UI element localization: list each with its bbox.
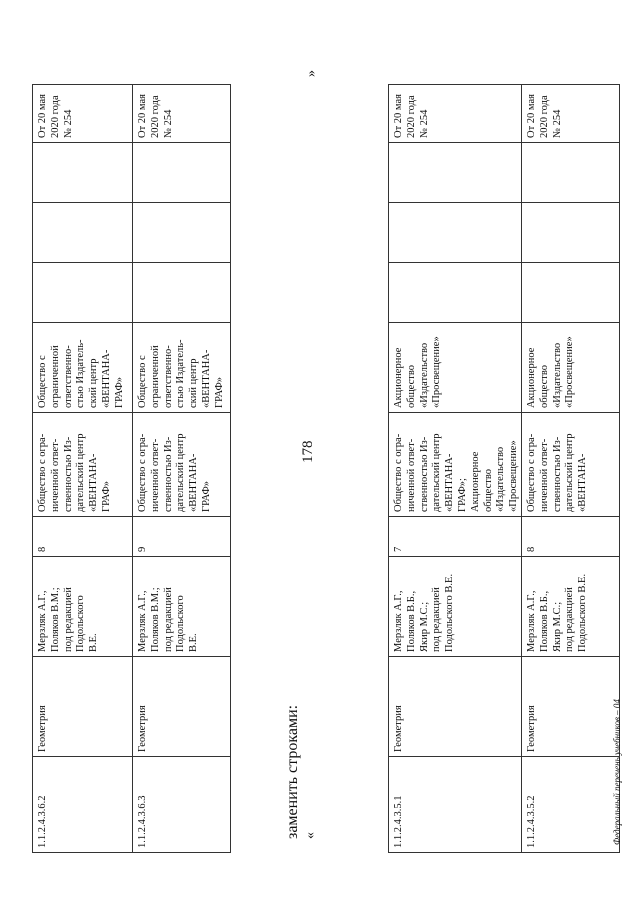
subject-cell: Геометрия: [133, 657, 231, 757]
subject-cell: Геометрия: [389, 657, 522, 757]
order-cell: От 20 мая 2020 года № 254: [133, 85, 231, 143]
order-cell: От 20 мая 2020 года № 254: [521, 85, 619, 143]
developer-cell: Акционерное общество «Издательство «Просвещение»: [389, 323, 522, 413]
code-cell: 1.1.2.4.3.5.2: [521, 757, 619, 853]
order-cell: От 20 мая 2020 года № 254: [389, 85, 522, 143]
empty-cell: [33, 203, 133, 263]
empty-cell: [521, 143, 619, 203]
empty-cell: [33, 263, 133, 323]
code-cell: 1.1.2.4.3.6.3: [133, 757, 231, 853]
empty-cell: [521, 203, 619, 263]
authors-cell: Мерзляк А.Г., Поляков В.М.; под редакцией Подольского В.Е.: [133, 557, 231, 657]
grade-cell: 7: [389, 517, 522, 557]
table-row: [33, 85, 133, 853]
publisher-cell: Общество с огра- ниченной ответ- ственностью Из- дательский центр «ВЕНТАНА- ГРАФ»: [133, 413, 231, 517]
code-cell: 1.1.2.4.3.6.2: [33, 757, 133, 853]
empty-cell: [521, 263, 619, 323]
authors-cell: Мерзляк А.Г., Поляков В.М.; под редакцией Подольского В.Е.: [33, 557, 133, 657]
grade-cell: 9: [133, 517, 231, 557]
empty-cell: [389, 263, 522, 323]
empty-cell: [133, 263, 231, 323]
developer-cell: Акционерное общество «Издательство «Просвещение»: [521, 323, 619, 413]
grade-cell: 8: [33, 517, 133, 557]
table-row: [133, 85, 231, 853]
empty-cell: [33, 143, 133, 203]
page-number: 178: [300, 440, 316, 463]
authors-cell: Мерзляк А.Г., Поляков В.Б., Якир М.С.; под редакцией Подольского В.Е.: [389, 557, 522, 657]
closing-quote: »: [304, 70, 319, 77]
publisher-cell: Общество с огра- ниченной ответ- ственностью Из- дательский центр «ВЕНТАНА- ГРАФ»: [33, 413, 133, 517]
empty-cell: [389, 203, 522, 263]
table-row: [521, 85, 619, 853]
code-cell: 1.1.2.4.3.5.1: [389, 757, 522, 853]
grade-cell: 8: [521, 517, 619, 557]
empty-cell: [389, 143, 522, 203]
publisher-cell: Общество с огра- ниченной ответ- ственностью Из- дательский центр «ВЕНТАНА- ГРАФ»; Акционерное общество «Издательство «Просвещение»: [389, 413, 522, 517]
authors-cell: Мерзляк А.Г., Поляков В.Б., Якир М.С.; под редакцией Подольского В.Е.: [521, 557, 619, 657]
opening-quote: «: [303, 832, 318, 839]
table-replacement-rows: [388, 84, 620, 853]
subject-cell: Геометрия: [33, 657, 133, 757]
table-row: [389, 85, 522, 853]
developer-cell: Общество с ограниченной ответственно- стью Издатель- ский центр «ВЕНТАНА- ГРАФ»: [33, 323, 133, 413]
publisher-cell: Общество с огра- ниченной ответ- ственностью Из- дательский центр «ВЕНТАНА-: [521, 413, 619, 517]
footer: Федеральный перечень учебников – 04: [612, 699, 622, 845]
order-cell: От 20 мая 2020 года № 254: [33, 85, 133, 143]
replace-caption: заменить строками:: [284, 704, 301, 839]
empty-cell: [133, 203, 231, 263]
subject-cell: Геометрия: [521, 657, 619, 757]
table-original-rows: [32, 84, 231, 853]
empty-cell: [133, 143, 231, 203]
developer-cell: Общество с ограниченной ответственно- стью Издатель- ский центр «ВЕНТАНА- ГРАФ»: [133, 323, 231, 413]
